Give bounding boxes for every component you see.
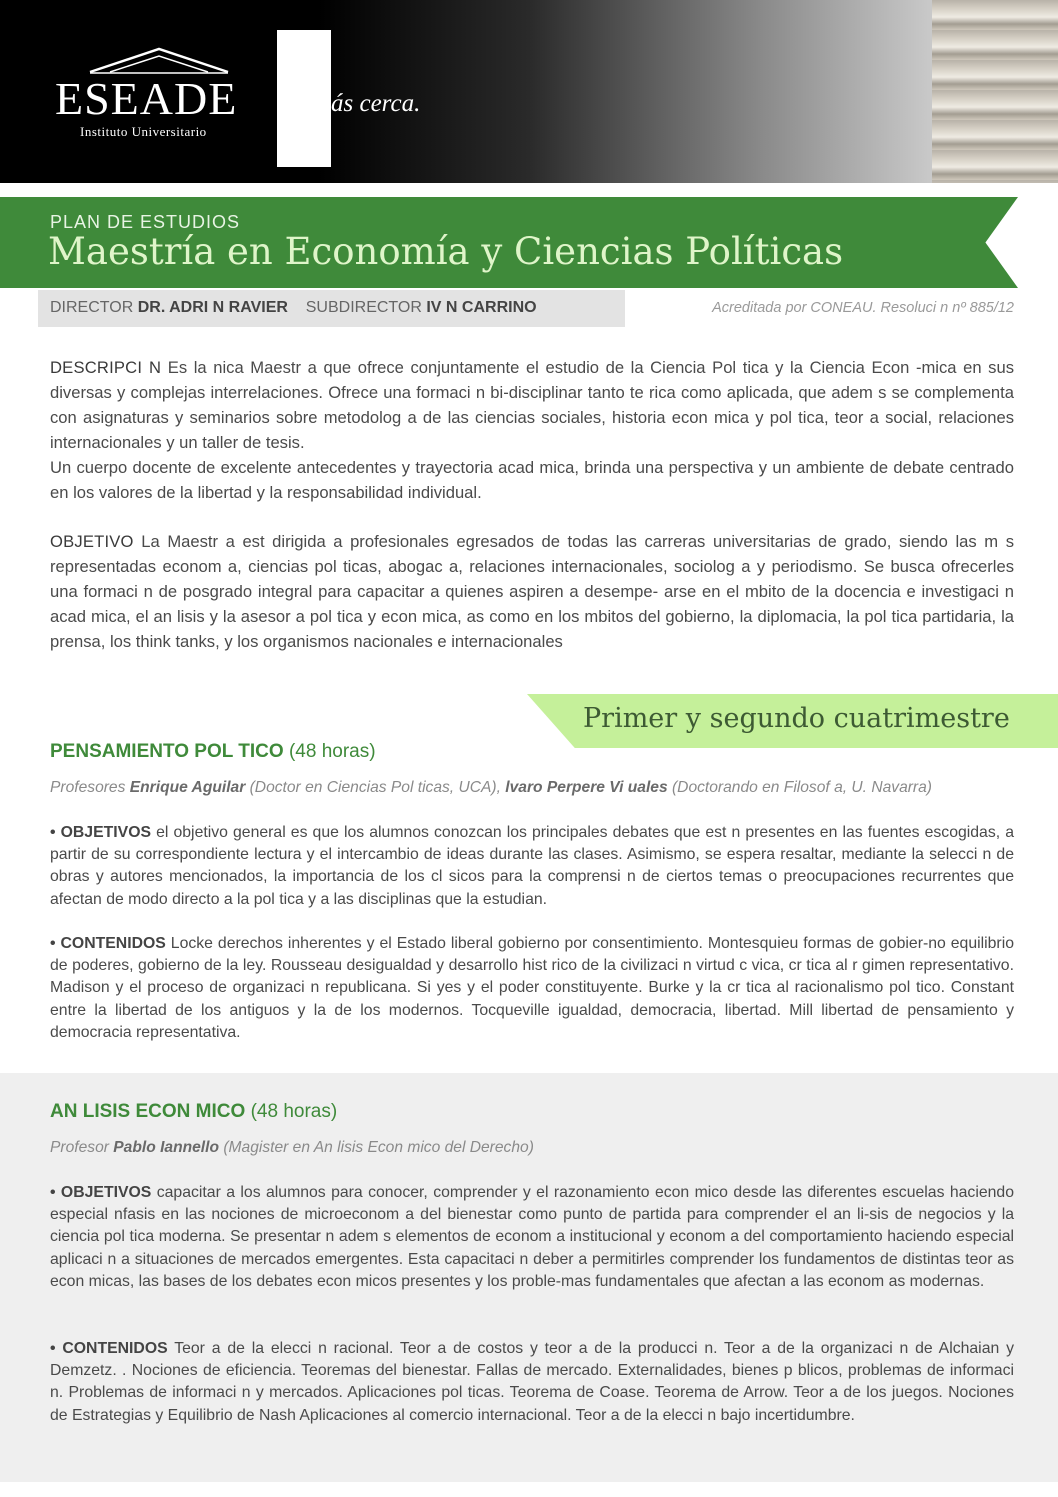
- contents-label: • CONTENIDOS: [50, 935, 166, 952]
- course-name-2: AN LISIS ECON MICO: [50, 1101, 246, 1122]
- section-tab-label: Primer y segundo cuatrimestre: [583, 703, 1010, 734]
- header-photo: [932, 0, 1058, 183]
- tagline: ás cerca.: [331, 90, 421, 117]
- objectives-label-2: • OBJETIVOS: [50, 1184, 152, 1201]
- objective-label: OBJETIVO: [50, 532, 134, 551]
- logo-subtitle: Instituto Universitario: [80, 124, 207, 139]
- course-contents: [50, 933, 1014, 1044]
- description-text: Es la nica Maestr a que ofrece conjuntamente el estudio de la Ciencia Pol tica y la Ciencia Econ -mica en sus diversas y complejas interrelaciones. Ofrece una formaci n bi-disciplinar tanto te rica como aplicada, que adem s se complementa con asignaturas y seminarios sobre metodolog a de las ciencias sociales, historia econ mica y pol tica, teor a social, relaciones internacionales y un taller de tesis.: [50, 358, 1015, 452]
- professor-name-3: Pablo Iannello: [113, 1139, 219, 1156]
- professor-desc-2: (Doctorando en Filosof a, U. Navarra): [667, 779, 932, 796]
- contents-text-2: Teor a de la elecci n racional. Teor a de costos y teor a de la producci n. Teor a de la organizaci n de Alchaian y Demzetz. . Nociones de eficiencia. Teoremas del bienestar. Fallas de mercado. Externalidades, bienes p blicos, problemas de informaci n. Problemas de informaci n y mercados. Aplicaciones pol ticas. Teorema de Coase. Teorema de Arrow. Teor a de los juegos. Nociones de Estrategias y Equilibrio de Nash Aplicaciones al comercio internacional. Teor a de la elecci n bajo incertidumbre.: [50, 1340, 1014, 1424]
- course-hours: (48 horas): [283, 741, 376, 762]
- course-objectives: [50, 822, 1014, 911]
- description-text-2: Un cuerpo docente de excelente antecedentes y trayectoria acad mica, brinda una perspectiva y un ambiente de debate centrado en los valores de la libertad y la responsabilidad individual.: [50, 458, 1014, 502]
- plan-label: PLAN DE ESTUDIOS: [50, 212, 241, 232]
- white-block: [277, 30, 331, 167]
- course-objectives-2: [50, 1182, 1014, 1293]
- contents-text: Locke derechos inherentes y el Estado liberal gobierno por consentimiento. Montesquieu formas de gobier-no equilibrio de poderes, gobierno de la ley. Rousseau desigualdad y desarrollo hist rico de la civilizaci n virtud c vica, cr tica al r gimen representativo. Madison y el proceso de organizaci n republicana. Si yes y el poder constituyente. Burke y la cr tica al racionalismo pol tico. Constant entre la libertad de los antiguos y la de los modernos. Tocqueville igualdad, democracia, libertad. Mill libertad de pensamiento y democracia representativa.: [50, 935, 1014, 1041]
- course-hours-2: (48 horas): [245, 1101, 338, 1122]
- description-label: DESCRIPCI N: [50, 358, 162, 377]
- course-professors: [50, 779, 1020, 797]
- objective-text: La Maestr a est dirigida a profesionales egresados de todas las carreras universitarias de grado, siendo las m s representadas econom a, ciencias pol ticas, abogac a, relaciones internacionales, sociolog a y periodismo. Se busca ofrecerles una formaci n de posgrado integral para capacitar a quienes aspiren a desempe- arse en el mbito de la docencia e investigaci n acad mica, el an lisis y la asesor a pol tica y econ mica, as como en los mbitos del gobierno, la diplomacia, la pol tica partidaria, la prensa, los think tanks, y los organismos nacionales e internacionales: [50, 532, 1014, 651]
- director-label: DIRECTOR: [50, 299, 134, 316]
- objectives-label: • OBJETIVOS: [50, 824, 152, 841]
- course-title-2: [50, 1101, 337, 1123]
- accreditation: Acreditada por CONEAU. Resoluci n nº 885/12: [712, 300, 1014, 316]
- description-paragraph: [50, 355, 1014, 505]
- professor-desc-3: (Magister en An lisis Econ mico del Derecho): [219, 1139, 534, 1156]
- page-title: Maestría en Economía y Ciencias Políticas: [48, 230, 844, 273]
- course-contents-2: [50, 1338, 1014, 1427]
- logo-roof-icon: [88, 46, 230, 74]
- professor-desc: (Doctor en Ciencias Pol ticas, UCA),: [245, 779, 506, 796]
- objectives-text-2: capacitar a los alumnos para conocer, comprender y el razonamiento econ mico desde las diferentes escuelas haciendo especial nfasis en las nociones de microeconom a del bienestar como punto de partida para comprender el an li-sis de negocios y la ciencia pol tica moderna. Se presentar n adem s elementos de econom a institucional y econom a del comportamiento haciendo especial aplicaci n a situaciones de mercados emergentes. Esta capacitaci n deber a permitirles comprender los fundamentos de distintas teor as econ micas, las bases de los debates econ micos presentes y los proble-mas fundamentales que afectan a las econom as modernas.: [50, 1184, 1014, 1290]
- professor-name: Enrique Aguilar: [129, 779, 246, 796]
- course-professors-2: [50, 1139, 1020, 1157]
- objectives-text: el objetivo general es que los alumnos conozcan los principales debates que est n presentes en las fuentes escogidas, a partir de su correspondiente lectura y el intercambio de ideas durante las clases. Asimismo, se espera resaltar, mediante la selecci n de obras y autores mencionados, la importancia de los cl sicos para la comprensi n de ciertos temas o preocupaciones recurrentes que afectan de modo directo a la pol tica y a las disciplinas que la estudian.: [50, 824, 1014, 908]
- course-title: [50, 741, 376, 763]
- subdirector-label: SUBDIRECTOR: [305, 299, 422, 316]
- director-line: [50, 299, 537, 317]
- objective-paragraph: [50, 529, 1014, 654]
- contents-label-2: • CONTENIDOS: [50, 1340, 168, 1357]
- logo-text: ESEADE: [55, 73, 238, 124]
- course-name: PENSAMIENTO POL TICO: [50, 741, 284, 762]
- professor-name-2: lvaro Perpere Vi uales: [505, 779, 668, 796]
- profs-label-2: Profesor: [50, 1139, 114, 1156]
- subdirector-name: IV N CARRINO: [426, 299, 537, 316]
- director-name: DR. ADRI N RAVIER: [137, 299, 288, 316]
- profs-label: Profesores: [50, 779, 130, 796]
